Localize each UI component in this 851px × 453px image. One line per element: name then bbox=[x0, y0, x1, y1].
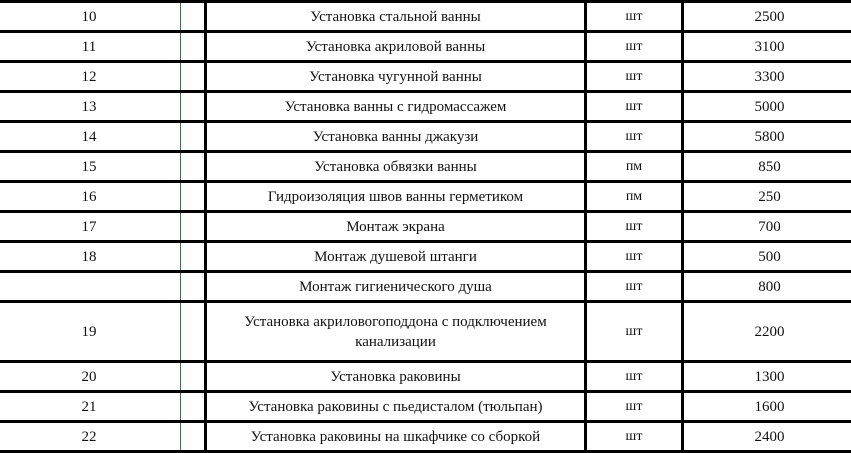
price: 5000 bbox=[683, 92, 851, 122]
price: 2400 bbox=[683, 422, 851, 452]
table-row bbox=[0, 212, 851, 242]
empty-cell bbox=[181, 32, 206, 62]
row-number: 20 bbox=[0, 362, 181, 392]
unit: шт bbox=[586, 302, 683, 362]
row-number: 21 bbox=[0, 392, 181, 422]
row-number: 15 bbox=[0, 152, 181, 182]
price: 2500 bbox=[683, 2, 851, 32]
empty-cell bbox=[181, 2, 206, 32]
service-name: Установка акриловогоподдона с подключением канализации bbox=[206, 302, 586, 362]
row-number: 18 bbox=[0, 242, 181, 272]
unit: шт bbox=[586, 392, 683, 422]
row-number: 17 bbox=[0, 212, 181, 242]
table-row bbox=[0, 152, 851, 182]
table-row bbox=[0, 422, 851, 452]
price-table-body bbox=[0, 2, 851, 452]
empty-cell bbox=[181, 182, 206, 212]
empty-cell bbox=[181, 212, 206, 242]
unit: шт bbox=[586, 92, 683, 122]
table-row bbox=[0, 362, 851, 392]
table-row bbox=[0, 122, 851, 152]
table-row bbox=[0, 392, 851, 422]
service-name: Установка ванны с гидромассажем bbox=[206, 92, 586, 122]
unit: пм bbox=[586, 182, 683, 212]
empty-cell bbox=[181, 302, 206, 362]
unit: шт bbox=[586, 32, 683, 62]
unit: шт bbox=[586, 242, 683, 272]
empty-cell bbox=[181, 362, 206, 392]
unit: пм bbox=[586, 152, 683, 182]
unit: шт bbox=[586, 212, 683, 242]
row-number: 14 bbox=[0, 122, 181, 152]
row-number: 22 bbox=[0, 422, 181, 452]
unit: шт bbox=[586, 62, 683, 92]
price: 3100 bbox=[683, 32, 851, 62]
service-name: Установка чугунной ванны bbox=[206, 62, 586, 92]
empty-cell bbox=[181, 422, 206, 452]
service-name: Установка раковины с пьедисталом (тюльпан) bbox=[206, 392, 586, 422]
table-row bbox=[0, 302, 851, 362]
empty-cell bbox=[181, 392, 206, 422]
table-row bbox=[0, 32, 851, 62]
service-name: Монтаж душевой штанги bbox=[206, 242, 586, 272]
empty-cell bbox=[181, 62, 206, 92]
price: 1600 bbox=[683, 392, 851, 422]
unit: шт bbox=[586, 272, 683, 302]
row-number: 13 bbox=[0, 92, 181, 122]
unit: шт bbox=[586, 422, 683, 452]
service-name: Установка ванны джакузи bbox=[206, 122, 586, 152]
service-name: Установка стальной ванны bbox=[206, 2, 586, 32]
price: 250 bbox=[683, 182, 851, 212]
row-number: 16 bbox=[0, 182, 181, 212]
unit: шт bbox=[586, 122, 683, 152]
empty-cell bbox=[181, 92, 206, 122]
row-number: 12 bbox=[0, 62, 181, 92]
table-row bbox=[0, 62, 851, 92]
empty-cell bbox=[181, 272, 206, 302]
service-name: Гидроизоляция швов ванны герметиком bbox=[206, 182, 586, 212]
service-name: Установка раковины bbox=[206, 362, 586, 392]
price: 2200 bbox=[683, 302, 851, 362]
empty-cell bbox=[181, 242, 206, 272]
price: 850 bbox=[683, 152, 851, 182]
table-row bbox=[0, 92, 851, 122]
price: 1300 bbox=[683, 362, 851, 392]
table-row bbox=[0, 242, 851, 272]
row-number bbox=[0, 272, 181, 302]
row-number: 10 bbox=[0, 2, 181, 32]
empty-cell bbox=[181, 152, 206, 182]
service-name: Установка раковины на шкафчике со сборкой bbox=[206, 422, 586, 452]
service-name: Установка акриловой ванны bbox=[206, 32, 586, 62]
price: 3300 bbox=[683, 62, 851, 92]
row-number: 19 bbox=[0, 302, 181, 362]
table-row bbox=[0, 182, 851, 212]
price: 500 bbox=[683, 242, 851, 272]
service-name: Установка обвязки ванны bbox=[206, 152, 586, 182]
unit: шт bbox=[586, 2, 683, 32]
service-name: Монтаж гигиенического душа bbox=[206, 272, 586, 302]
empty-cell bbox=[181, 122, 206, 152]
price: 700 bbox=[683, 212, 851, 242]
service-name: Монтаж экрана bbox=[206, 212, 586, 242]
row-number: 11 bbox=[0, 32, 181, 62]
price: 5800 bbox=[683, 122, 851, 152]
table-row bbox=[0, 2, 851, 32]
price: 800 bbox=[683, 272, 851, 302]
table-row bbox=[0, 272, 851, 302]
unit: шт bbox=[586, 362, 683, 392]
